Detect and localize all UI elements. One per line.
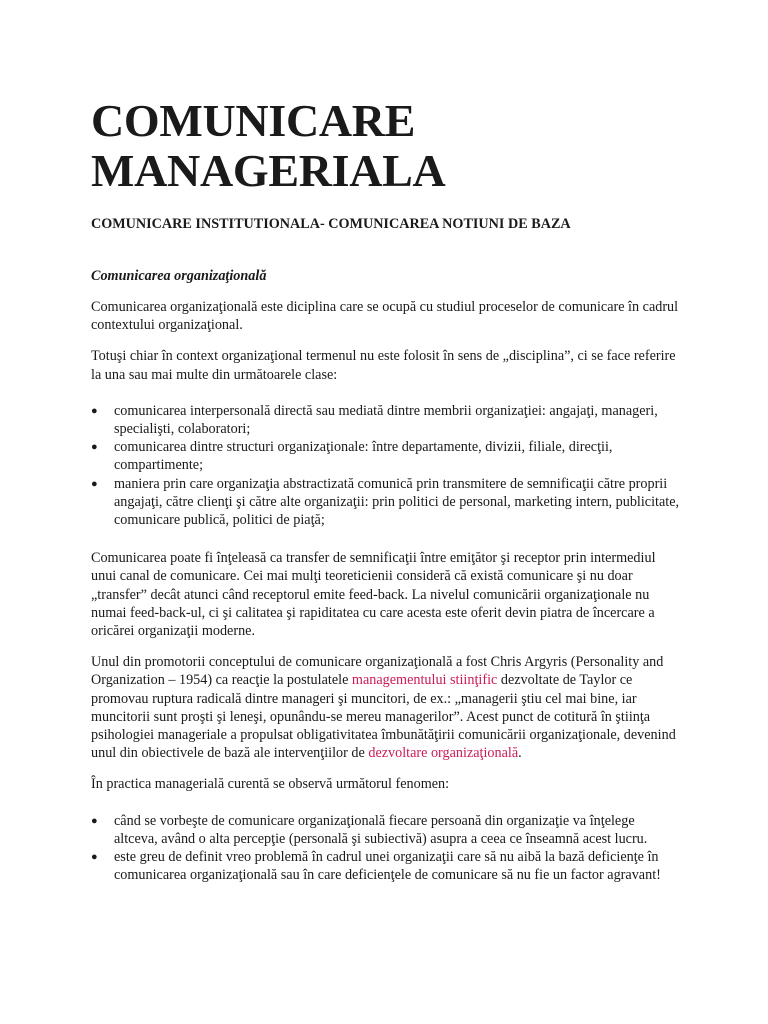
title-line-1: COMUNICARE [91, 95, 416, 146]
list-item [91, 812, 681, 848]
list-item [91, 402, 681, 438]
document-subtitle: COMUNICARE INSTITUTIONALA- COMUNICAREA NOTIUNI DE BAZA [91, 216, 571, 232]
link-dezvoltare-organizationala[interactable]: dezvoltare organizaţională [368, 745, 519, 762]
bullet-icon: ● [91, 814, 98, 827]
paragraph-5: În practica managerială curentă se observă următorul fenomen: [91, 776, 450, 793]
title-line-2: MANAGERIALA [91, 145, 446, 196]
section-heading: Comunicarea organizaţională [91, 268, 267, 284]
paragraph-4-text-3: . [518, 745, 522, 762]
paragraph-3: Comunicarea poate fi înţeleasă ca transfer de semnificaţii între emiţător şi receptor prin intermediul unui canal de comunicare. Cei mai mulţi teoreticienii consideră că există comunicare şi nu doar „transfer” decât atunci când receptorul emite feed-back. La nivelul comunicării organizaţionale nu numai feed-back-ul, ci şi calitatea şi rapiditatea cu care acesta este oferit devin piatra de încercare a oricărei organizaţii moderne. [91, 550, 656, 640]
paragraph-1: Comunicarea organizaţională este diciplina care se ocupă cu studiul proceselor de comunicare în cadrul contextului organizaţional. [91, 299, 679, 334]
phenomenon-list [91, 812, 681, 885]
paragraph-4-text-2: dezvoltate de Taylor ce promovau ruptura radicală dintre manageri şi muncitori, de ex.: „managerii ştiu cel mai bine, iar muncitorii sunt proşti şi leneşi, opunându-se mereu managerilor”. Acest punct de cotitură în ştiinţa psihologiei manageriale a propulsat obligativitatea îmbunătăţirii comunicării organizaţionale, devenind unul din obiectivele de bază ale intervenţiilor de [91, 672, 676, 762]
list-item [91, 848, 681, 884]
list-item-text: când se vorbeşte de comunicare organizaţională fiecare persoană din organizaţie va înţelege altceva, având o alta percepţie (personală şi subiectivă) asupra a ceea ce înseamnă acest lucru. [114, 812, 648, 847]
paragraph-2: Totuşi chiar în context organizaţional termenul nu este folosit în sens de „disciplina”, ci se face referire la una sau mai multe din următoarele clase: [91, 348, 676, 383]
paragraph-4 [91, 653, 681, 762]
list-item [91, 438, 681, 474]
paragraph-4-text-1: Unul din promotorii conceptului de comunicare organizaţională a fost Chris Argyris (Personality and Organization – 1954) ca reacţie la postulatele [91, 654, 664, 689]
list-item-text: maniera prin care organizaţia abstractizată comunică prin transmitere de semnificaţii către proprii angajaţi, către clienţi şi către alte organizaţii: prin politici de personal, marketing intern, publicitate, comunicare publică, politici de piaţă; [114, 475, 680, 529]
bullet-icon: ● [91, 404, 98, 417]
bullet-icon: ● [91, 477, 98, 490]
bullet-icon: ● [91, 851, 98, 864]
document-title [91, 96, 681, 196]
list-item-text: este greu de definit vreo problemă în cadrul unei organizaţii care să nu aibă la bază deficienţe în comunicarea organizaţională sau în care deficienţele de comunicare să nu fie un factor agravant! [114, 849, 661, 884]
link-management-stiintific[interactable]: managementului stiinţific [351, 672, 498, 689]
list-item-text: comunicarea dintre structuri organizaţionale: între departamente, divizii, filiale, direcţii, compartimente; [114, 439, 613, 474]
classes-list [91, 402, 681, 529]
list-item-text: comunicarea interpersonală directă sau mediată dintre membrii organizaţiei: angajaţi, manageri, specialişti, colaboratori; [114, 402, 658, 438]
document-page [91, 96, 681, 884]
list-item [91, 475, 681, 530]
bullet-icon: ● [91, 441, 98, 454]
